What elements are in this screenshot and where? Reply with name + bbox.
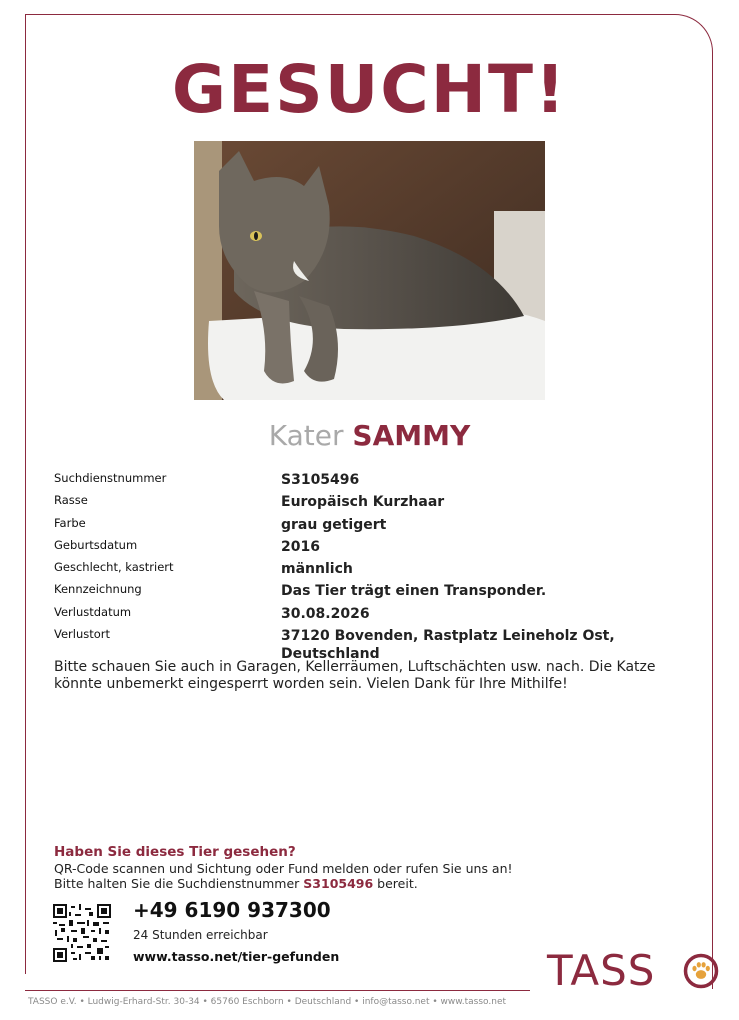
qr-code[interactable]: [53, 904, 111, 962]
hotline-hours: 24 Stunden erreichbar: [133, 928, 268, 942]
details-value: 30.08.2026: [281, 605, 370, 622]
details-label: Rasse: [54, 493, 88, 508]
details-row: [54, 470, 694, 492]
details-label: Geschlecht, kastriert: [54, 560, 174, 575]
details-row: [54, 492, 694, 514]
paw-icon: [683, 953, 719, 989]
details-row: [54, 626, 694, 663]
pet-photo: [194, 141, 545, 400]
details-label: Suchdienstnummer: [54, 471, 167, 485]
details-row: [54, 515, 694, 537]
details-label: Verlustort: [54, 627, 111, 642]
search-note: Bitte schauen Sie auch in Garagen, Kellerräumen, Luftschächten usw. nach. Die Katze könnte unbemerkt eingesperrt worden sein. Vielen Dank für Ihre Mithilfe!: [54, 659, 656, 692]
details-value: 2016: [281, 538, 320, 555]
cta-line-2-prefix: Bitte halten Sie die Suchdienstnummer: [54, 876, 300, 891]
details-label: Farbe: [54, 515, 86, 530]
details-row: [54, 581, 694, 603]
details-value: Europäisch Kurzhaar: [281, 494, 445, 511]
details-value: männlich: [281, 561, 353, 578]
details-value: grau getigert: [281, 516, 387, 533]
details-label: Kennzeichnung: [54, 582, 142, 597]
details-value: 37120 Bovenden, Rastplatz Leineholz Ost, Deutschland: [281, 628, 615, 663]
tasso-logo: [547, 947, 719, 995]
cta-search-number: S3105496: [303, 876, 374, 891]
details-table: [54, 470, 694, 663]
pet-title: [0, 418, 739, 454]
poster-frame-bottom: [25, 990, 530, 991]
cta-question: Haben Sie dieses Tier gesehen?: [54, 844, 296, 860]
details-value: S3105496: [281, 472, 360, 488]
footer-address: TASSO e.V. • Ludwig-Erhard-Str. 30-34 • 65760 Eschborn • Deutschland • info@tasso.net • www.tasso.net: [28, 997, 507, 1007]
headline: GESUCHT!: [171, 51, 568, 128]
cta-line-2: [54, 876, 694, 891]
cta-line-2-suffix: bereit.: [377, 876, 418, 891]
details-label: Geburtsdatum: [54, 537, 138, 552]
hotline-phone[interactable]: +49 6190 937300: [133, 898, 331, 922]
poster-frame-left: [25, 14, 26, 974]
details-label: Verlustdatum: [54, 604, 132, 619]
logo-text: TASS: [547, 946, 656, 995]
call-to-action: [54, 844, 694, 891]
cta-line-1: QR-Code scannen und Sichtung oder Fund melden oder rufen Sie uns an!: [54, 861, 513, 876]
details-row: [54, 604, 694, 626]
pet-name: SAMMY: [352, 419, 471, 452]
pet-kind: Kater: [268, 419, 344, 452]
details-value: Das Tier trägt einen Transponder.: [281, 583, 547, 600]
details-row: [54, 559, 694, 581]
details-row: [54, 537, 694, 559]
website-link[interactable]: www.tasso.net/tier-gefunden: [133, 949, 340, 964]
